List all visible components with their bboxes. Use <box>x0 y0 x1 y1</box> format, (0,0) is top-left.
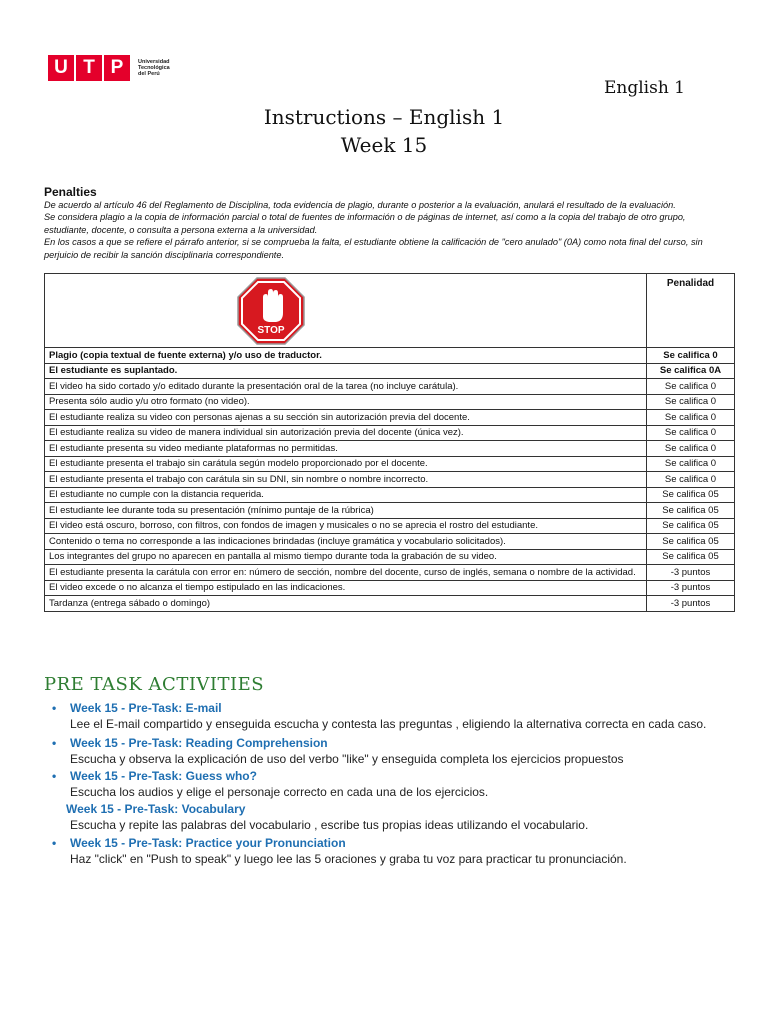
logo-letter-u: U <box>48 55 74 81</box>
bullet-icon: • <box>52 769 57 783</box>
logo-text-line: Tecnológica <box>138 65 170 71</box>
activity-description: Lee el E-mail compartido y enseguida escucha y contesta las preguntas , eligiendo la alternativa correcta en cada caso. <box>70 717 707 731</box>
penalty-value: Se califica 05 <box>647 549 735 565</box>
table-row <box>45 487 735 503</box>
document-week: Week 15 <box>340 133 428 157</box>
penalty-value: Se califica 05 <box>647 518 735 534</box>
activity-title[interactable]: Week 15 - Pre-Task: Guess who? <box>70 769 257 783</box>
penalty-value: Se califica 0 <box>647 379 735 395</box>
activity-item <box>52 735 742 768</box>
penalty-description: El video ha sido cortado y/o editado durante la presentación oral de la tarea (no incluye carátula). <box>45 379 647 395</box>
utp-logo <box>48 55 170 81</box>
table-row <box>45 441 735 457</box>
penalty-value: -3 puntos <box>647 565 735 581</box>
penalty-description: Presenta sólo audio y/u otro formato (no video). <box>45 394 647 410</box>
penalty-description: El estudiante presenta el trabajo con carátula sin su DNI, sin nombre o nombre incorrecto. <box>45 472 647 488</box>
bullet-icon: • <box>52 736 57 750</box>
penalty-description: El estudiante presenta la carátula con error en: número de sección, nombre del docente, curso de inglés, semana o nombre de la actividad. <box>45 565 647 581</box>
penalty-description: El video está oscuro, borroso, con filtros, con fondos de imagen y musicales o no se aprecia el rostro del estudiante. <box>45 518 647 534</box>
penalty-description: Plagio (copia textual de fuente externa) y/o uso de traductor. <box>45 348 647 364</box>
penalties-heading: Penalties <box>44 185 97 199</box>
penalty-description: Contenido o tema no corresponde a las indicaciones brindadas (incluye gramática y vocabulario solicitados). <box>45 534 647 550</box>
table-row <box>45 394 735 410</box>
penalty-value: Se califica 05 <box>647 534 735 550</box>
activity-description: Escucha y observa la explicación de uso del verbo "like" y enseguida completa los ejercicios propuestos <box>70 752 624 766</box>
bullet-icon: • <box>52 701 57 715</box>
penalties-table <box>44 273 735 612</box>
penalty-header: Penalidad <box>647 274 735 348</box>
penalty-value: Se califica 0 <box>647 348 735 364</box>
activity-item <box>52 835 742 868</box>
stop-sign-icon <box>237 277 305 345</box>
table-row <box>45 379 735 395</box>
penalty-description: El estudiante presenta el trabajo sin carátula según modelo proporcionado por el docente. <box>45 456 647 472</box>
penalty-description: Los integrantes del grupo no aparecen en pantalla al mismo tiempo durante toda la grabación de su video. <box>45 549 647 565</box>
course-label: English 1 <box>603 78 685 98</box>
penalty-value: Se califica 0 <box>647 425 735 441</box>
penalty-description: El estudiante realiza su video de manera individual sin autorización previa del docente (única vez). <box>45 425 647 441</box>
table-row <box>45 565 735 581</box>
penalties-text <box>44 199 724 261</box>
penalty-description: El estudiante no cumple con la distancia requerida. <box>45 487 647 503</box>
table-row <box>45 503 735 519</box>
penalty-description: Tardanza (entrega sábado o domingo) <box>45 596 647 612</box>
penalty-value: -3 puntos <box>647 580 735 596</box>
activity-item <box>52 768 742 801</box>
penalty-value: -3 puntos <box>647 596 735 612</box>
activity-description: Escucha y repite las palabras del vocabulario , escribe tus propias ideas utilizando el vocabulario. <box>70 818 589 832</box>
activity-item <box>52 700 742 733</box>
logo-letter-p: P <box>104 55 130 81</box>
logo-university-name <box>138 59 170 77</box>
bullet-icon: • <box>52 836 57 850</box>
activity-item <box>52 801 742 834</box>
logo-text-line: del Perú <box>138 71 160 77</box>
table-row <box>45 456 735 472</box>
stop-cell <box>45 274 647 348</box>
logo-text-line: Universidad <box>138 59 170 65</box>
penalties-paragraph: De acuerdo al artículo 46 del Reglamento de Disciplina, toda evidencia de plagio, durante o posterior a la evaluación, anulará el resultado de la evaluación. <box>44 200 676 210</box>
table-row <box>45 348 735 364</box>
penalty-value: Se califica 0 <box>647 441 735 457</box>
activity-title[interactable]: Week 15 - Pre-Task: Practice your Pronunciation <box>70 836 346 850</box>
penalty-description: El estudiante lee durante toda su presentación (mínimo puntaje de la rúbrica) <box>45 503 647 519</box>
penalty-value: Se califica 0 <box>647 456 735 472</box>
penalty-description: El estudiante es suplantado. <box>45 363 647 379</box>
penalty-value: Se califica 05 <box>647 487 735 503</box>
penalty-value: Se califica 0 <box>647 410 735 426</box>
stop-sign-text: STOP <box>256 324 285 336</box>
pre-task-heading: PRE TASK ACTIVITIES <box>44 674 265 695</box>
logo-letter-t: T <box>76 55 102 81</box>
penalty-value: Se califica 0 <box>647 472 735 488</box>
penalty-value: Se califica 0A <box>647 363 735 379</box>
penalty-value: Se califica 05 <box>647 503 735 519</box>
activity-description: Escucha los audios y elige el personaje correcto en cada una de los ejercicios. <box>70 785 489 799</box>
penalty-description: El estudiante realiza su video con personas ajenas a su sección sin autorización previa del docente. <box>45 410 647 426</box>
penalty-value: Se califica 0 <box>647 394 735 410</box>
penalties-paragraph: Se considera plagio a la copia de información parcial o total de fuentes de información o de páginas de internet, así como a la copia del trabajo de otro grupo, estudiante, docente, o consulta a persona externa a la universidad. <box>44 212 686 235</box>
penalty-description: El estudiante presenta su video mediante plataformas no permitidas. <box>45 441 647 457</box>
activity-title[interactable]: Week 15 - Pre-Task: Vocabulary <box>66 802 246 816</box>
table-row <box>45 549 735 565</box>
activity-description: Haz "click" en "Push to speak" y luego lee las 5 oraciones y graba tu voz para practicar tu pronunciación. <box>70 852 627 866</box>
table-row <box>45 534 735 550</box>
table-row <box>45 596 735 612</box>
document-title: Instructions – English 1 <box>263 105 505 129</box>
table-row <box>45 580 735 596</box>
activity-title[interactable]: Week 15 - Pre-Task: Reading Comprehension <box>70 736 328 750</box>
penalties-paragraph: En los casos a que se refiere el párrafo anterior, si se comprueba la falta, el estudiante obtiene la calificación de "cero anulado" (0A) como nota final del curso, sin perjuicio de recibir la sanción disciplinaria correspondiente. <box>44 237 703 260</box>
table-row <box>45 425 735 441</box>
activity-title[interactable]: Week 15 - Pre-Task: E-mail <box>70 701 222 715</box>
table-row <box>45 363 735 379</box>
table-row <box>45 518 735 534</box>
table-row <box>45 410 735 426</box>
table-row <box>45 472 735 488</box>
table-header-row <box>45 274 735 348</box>
penalty-description: El video excede o no alcanza el tiempo estipulado en las indicaciones. <box>45 580 647 596</box>
